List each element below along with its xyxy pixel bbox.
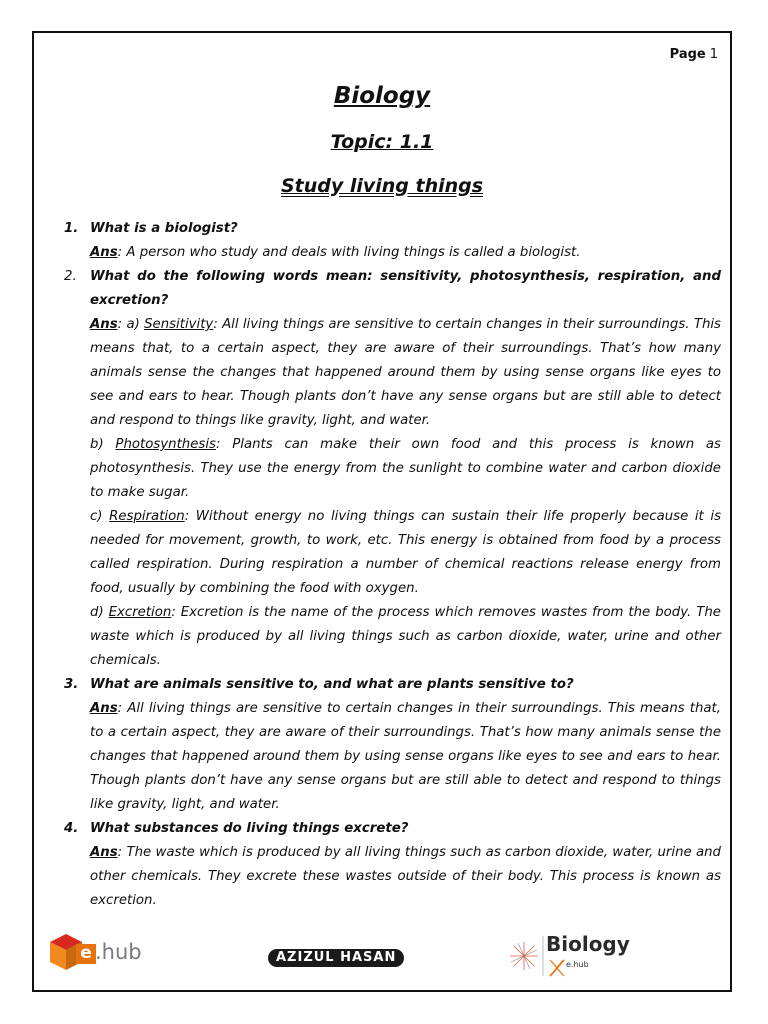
question-number: 1.: [64, 221, 79, 236]
starburst-icon: [508, 940, 540, 972]
question-item-1: [64, 217, 721, 265]
answer-sensitivity: Ans: a) Sensitivity: All living things are sensitive to certain changes in their surroundings. This means that, to a certain aspect, they are aware of their surroundings. That’s how many animals sense the changes that happened around them by using sense organs like eyes to see and ears to hear. Though plants don’t have any sense organs but are still able to detect and respond to things like gravity, light, and water.: [90, 317, 721, 428]
term-excretion: Excretion: [108, 605, 172, 620]
ehub-e-letter: e: [76, 944, 96, 964]
answer-respiration: c) Respiration: Without energy no living things can sustain their life properly because it is needed for movement, growth, to work, etc. This energy is obtained from food by a process called respiration. During respiration a number of chemical reactions release energy from food, usually by combining the food with oxygen.: [90, 509, 721, 596]
dna-icon: [548, 958, 566, 978]
answer-text: Ans: All living things are sensitive to certain changes in their surroundings. This means that, to a certain aspect, they are aware of their surroundings. That’s how many animals sense the changes that happened around them by using sense organs like eyes to see and ears to hear. Though plants don’t have any sense organs but are still able to detect and respond to things like gravity, light, and water.: [90, 701, 721, 812]
biology-logo-sub: e.hub: [566, 960, 589, 969]
page-footer: [34, 928, 730, 988]
ans-label: Ans: [90, 245, 118, 260]
author-badge: AZIZUL HASAN: [268, 949, 404, 967]
question-text: What is a biologist?: [90, 221, 238, 236]
chapter-title: Study living things: [280, 175, 484, 197]
question-item-2: [64, 265, 721, 673]
question-number: 2.: [64, 269, 77, 284]
page-number-value: 1: [709, 47, 718, 62]
answer-photosynthesis: b) Photosynthesis: Plants can make their own food and this process is known as photosynthesis. They use the energy from the sunlight to combine water and carbon dioxide to make sugar.: [90, 437, 721, 500]
ans-label: Ans: [90, 845, 118, 860]
page-label: Page: [669, 47, 706, 62]
question-text: What do the following words mean: sensitivity, photosynthesis, respiration, and excretion?: [90, 269, 721, 308]
logo-divider: [542, 936, 544, 976]
question-number: 3.: [64, 677, 79, 692]
ehub-logo-text: .hub: [95, 940, 142, 964]
answer-text: Ans: The waste which is produced by all living things such as carbon dioxide, water, urine and other chemicals. They excrete these wastes outside of their body. This process is known as excretion.: [90, 845, 721, 908]
page-number: [670, 47, 718, 62]
question-number: 4.: [64, 821, 79, 836]
term-respiration: Respiration: [109, 509, 185, 524]
document-page: [32, 31, 732, 992]
ans-label: Ans: [90, 701, 118, 716]
answer-excretion: d) Excretion: Excretion is the name of the process which removes wastes from the body. The waste which is produced by all living things such as carbon dioxide, water, urine and other chemicals.: [90, 605, 721, 668]
question-item-4: [64, 817, 721, 913]
biology-logo: [508, 930, 638, 982]
term-photosynthesis: Photosynthesis: [115, 437, 216, 452]
topic-title: Topic: 1.1: [330, 131, 434, 153]
biology-logo-text: Biology: [546, 932, 630, 956]
question-list: [64, 217, 721, 913]
answer-text: Ans: A person who study and deals with living things is called a biologist.: [90, 245, 581, 260]
ehub-logo: [48, 928, 142, 978]
ans-label: Ans: [90, 317, 118, 332]
question-item-3: [64, 673, 721, 817]
subject-title: Biology: [333, 83, 431, 109]
question-text: What are animals sensitive to, and what are plants sensitive to?: [90, 677, 574, 692]
term-sensitivity: Sensitivity: [144, 317, 214, 332]
question-text: What substances do living things excrete?: [90, 821, 409, 836]
